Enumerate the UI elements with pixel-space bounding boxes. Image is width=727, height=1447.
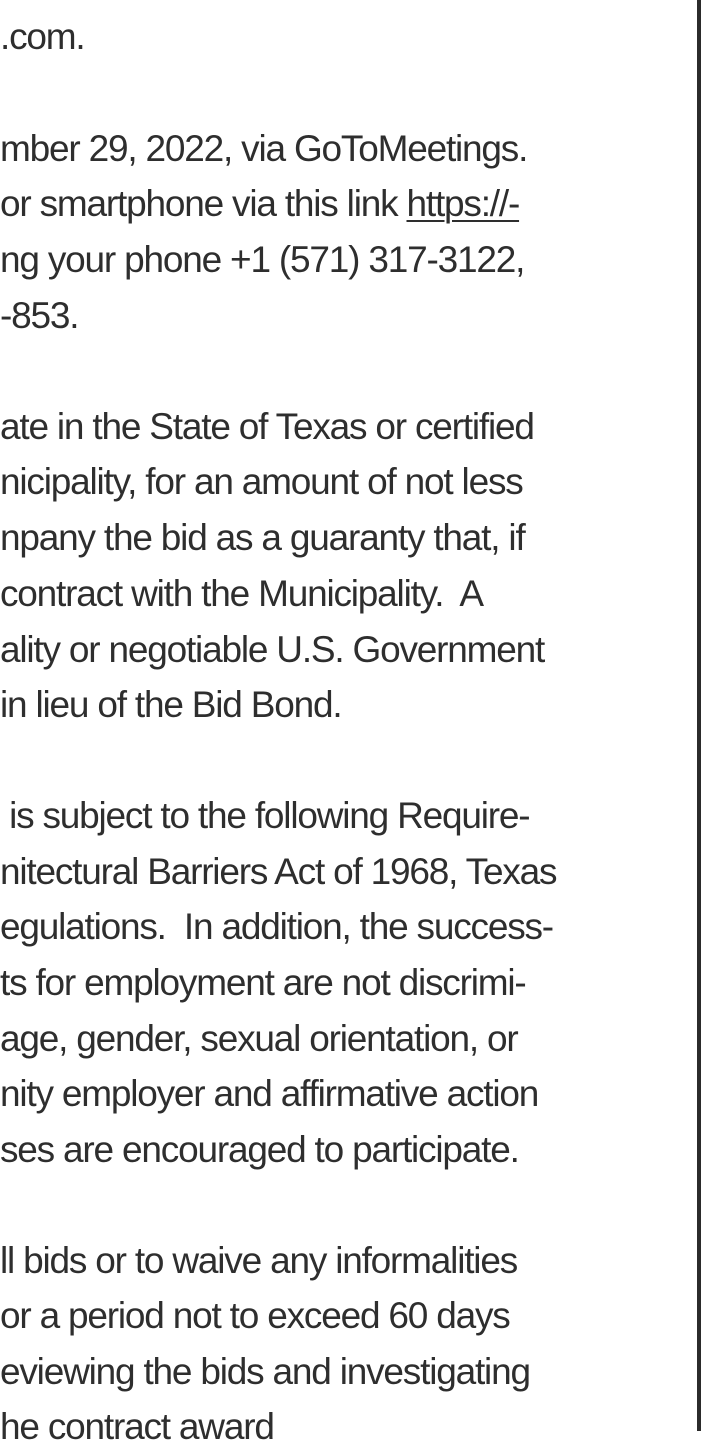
- page-border: [697, 0, 701, 1431]
- text-line: in lieu of the Bid Bond.: [0, 684, 342, 725]
- text-line: nicipality, for an amount of not less: [0, 461, 523, 502]
- text-line: ate in the State of Texas or certified: [0, 406, 534, 447]
- text-line: is subject to the following Require-: [0, 795, 530, 836]
- text-segment: or smartphone via this link: [0, 183, 407, 224]
- text-line: contract with the Municipality. A: [0, 573, 483, 614]
- text-line: eviewing the bids and investigating: [0, 1351, 530, 1392]
- text-line: mber 29, 2022, via GoToMeetings.: [0, 128, 528, 169]
- text-line: nity employer and affirmative action: [0, 1073, 539, 1114]
- text-line: ality or negotiable U.S. Government: [0, 629, 545, 670]
- text-line: he contract award: [0, 1406, 274, 1447]
- text-line: or a period not to exceed 60 days: [0, 1295, 510, 1336]
- meeting-link[interactable]: https://-: [406, 183, 520, 224]
- text-line: ses are encouraged to participate.: [0, 1129, 519, 1170]
- text-line: ng your phone +1 (571) 317-3122,: [0, 239, 525, 280]
- text-line: egulations. In addition, the success-: [0, 906, 553, 947]
- text-line: nitectural Barriers Act of 1968, Texas: [0, 851, 557, 892]
- text-line: age, gender, sexual orientation, or: [0, 1018, 518, 1059]
- text-line: npany the bid as a guaranty that, if: [0, 517, 525, 558]
- text-line: ll bids or to waive any informalities: [0, 1240, 517, 1281]
- text-line: [0, 185, 519, 222]
- text-line: ts for employment are not discrimi-: [0, 962, 526, 1003]
- text-line: -853.: [0, 295, 79, 336]
- text-line: .com.: [0, 16, 85, 57]
